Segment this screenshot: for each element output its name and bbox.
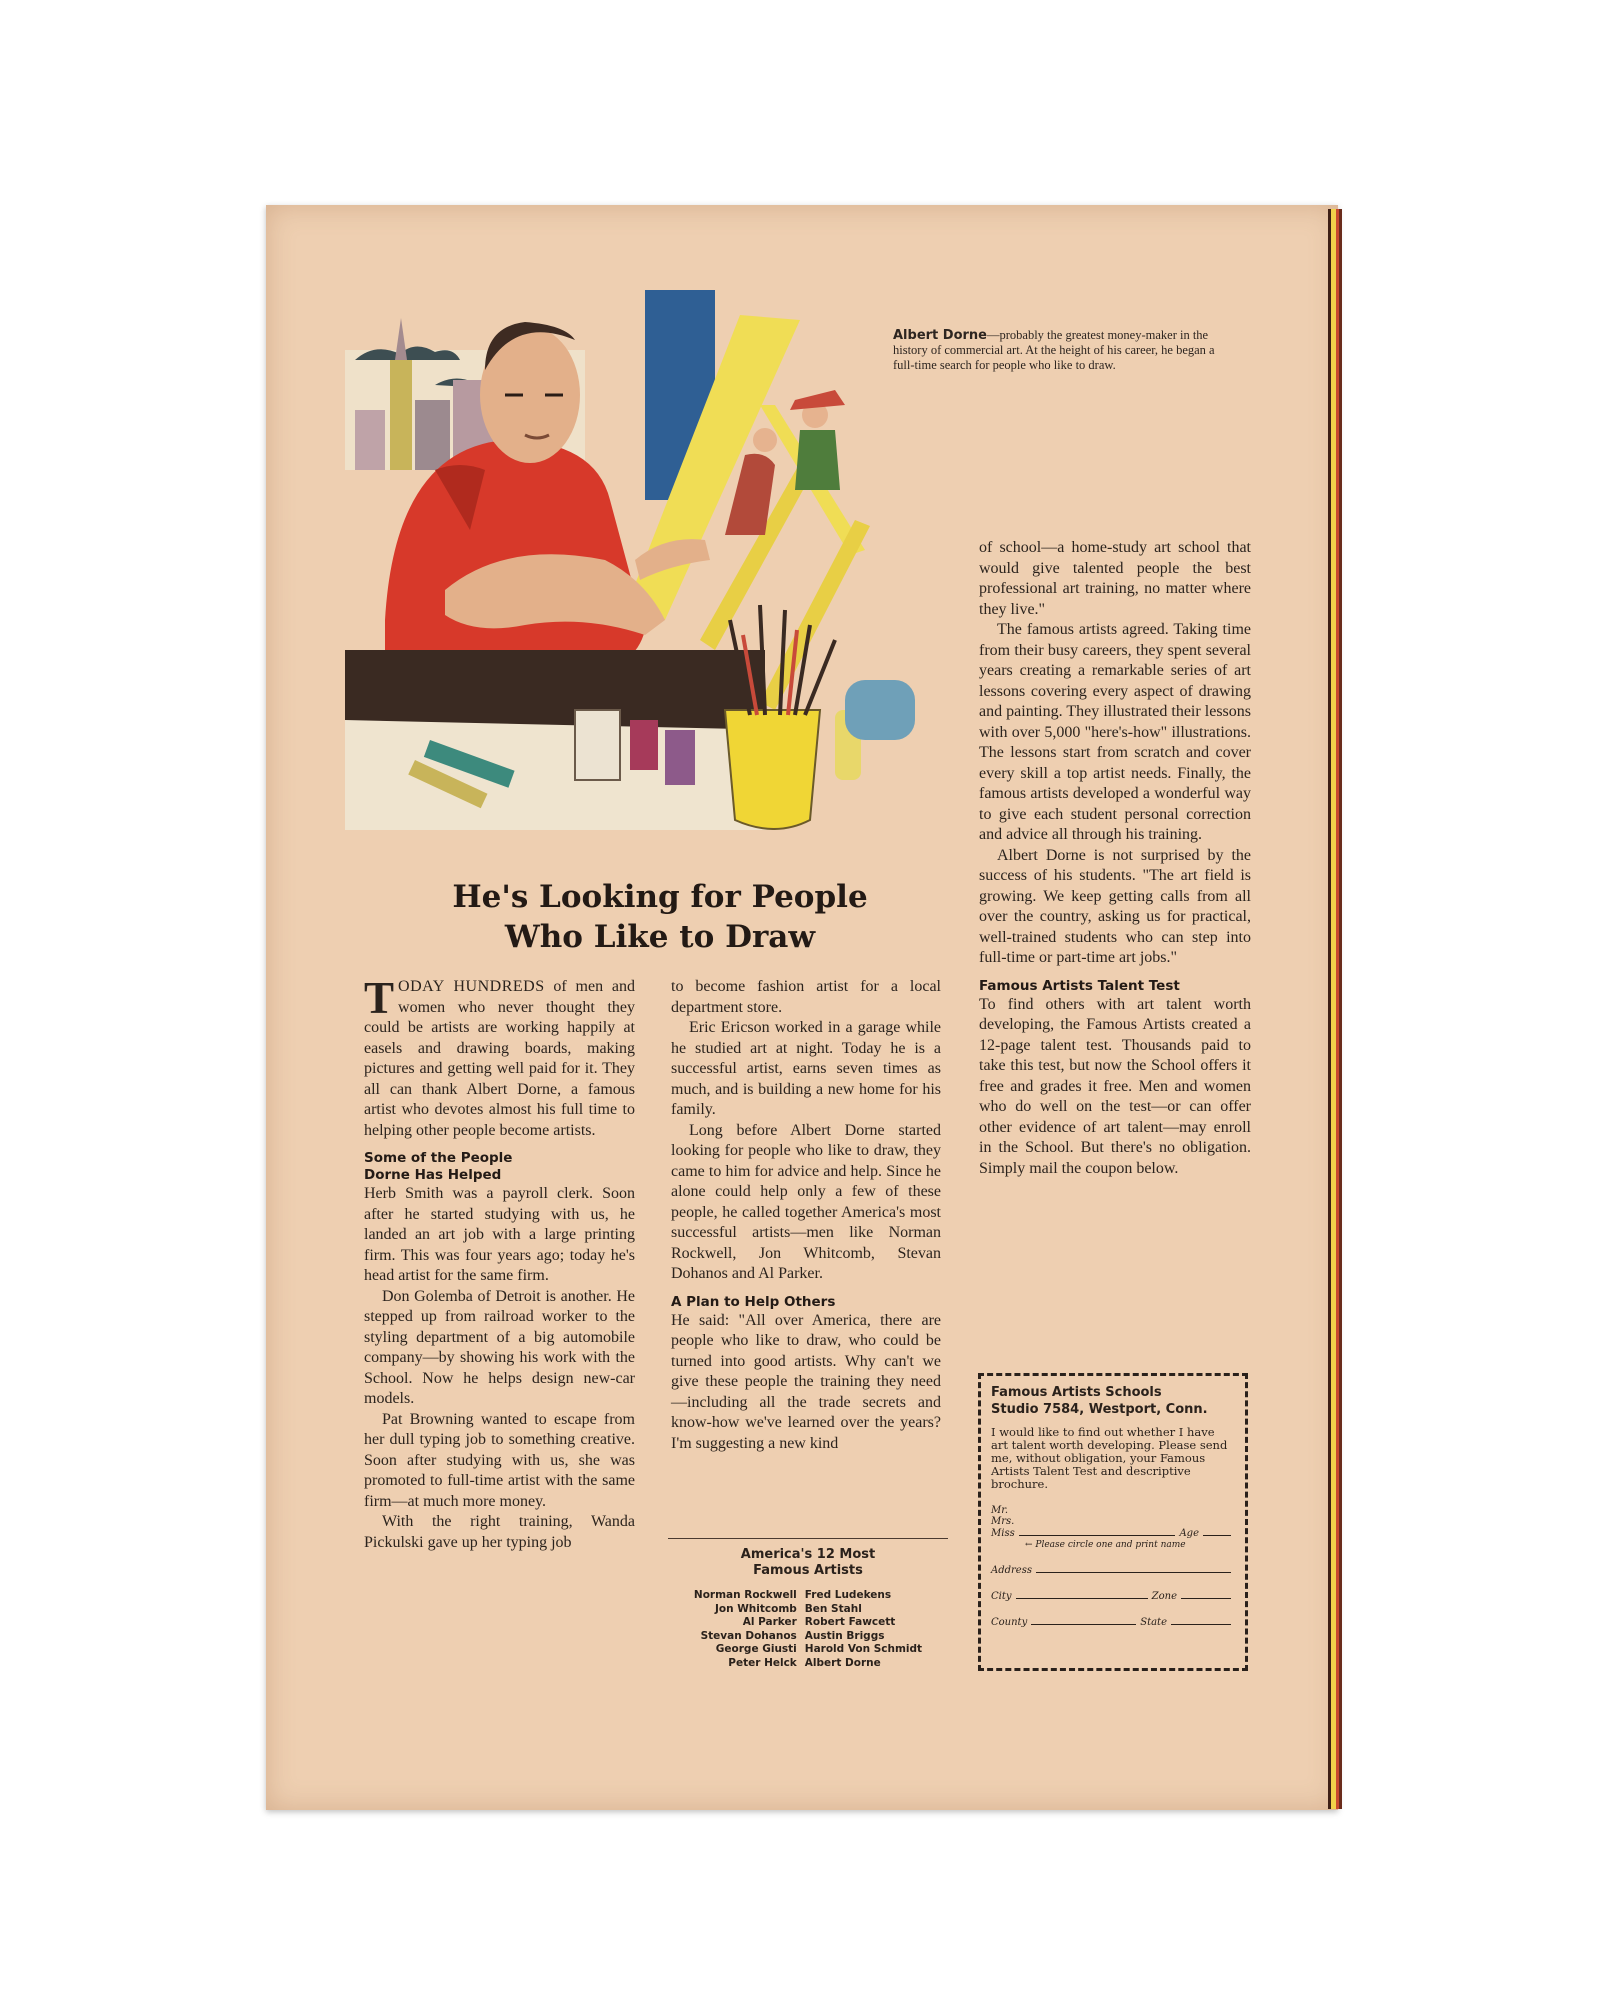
article-column-3	[979, 538, 1251, 1179]
headline-line-1: He's Looking for People	[452, 879, 868, 915]
county-label: County	[991, 1617, 1028, 1628]
state-field[interactable]	[1171, 1624, 1231, 1625]
artist-name: Austin Briggs	[804, 1629, 885, 1642]
city-line	[991, 1576, 1235, 1602]
paragraph: to become fashion artist for a local department store.	[671, 978, 941, 1016]
paragraph: He said: "All over America, there are people who like to draw, who could be turned into good artists. Why can't we give these people the training they need—including all the trade secrets and know-how we've learned over the years? I'm suggesting a new kind	[671, 1311, 941, 1452]
caption-name: Albert Dorne	[893, 328, 987, 343]
subheading-line-2: Dorne Has Helped	[364, 1167, 502, 1183]
mail-coupon[interactable]	[978, 1373, 1248, 1671]
coupon-title-options	[991, 1505, 1235, 1539]
address-label: Address	[991, 1565, 1032, 1576]
option-mrs[interactable]: Mrs.	[991, 1516, 1015, 1527]
name-hint-text: Please circle one and print name	[1035, 1540, 1186, 1550]
artist-name: Fred Ludekens	[804, 1589, 892, 1601]
artist-name: Ben Stahl	[804, 1602, 862, 1615]
paragraph: Long before Albert Dorne started looking for people who like to draw, they came to him for advice and help. Since he alone could help only a few of these people, he called together America's most successful artists—men like Norman Rockwell, Jon Whitcomb, Stevan Dohanos and Al Parker.	[671, 1121, 941, 1282]
artist-name: Peter Helck	[728, 1656, 797, 1669]
subheading-plan: A Plan to Help Others	[671, 1293, 836, 1310]
city-field[interactable]	[1016, 1598, 1148, 1599]
drop-cap: T	[364, 973, 395, 1023]
article-column-2	[671, 977, 941, 1454]
coupon-body-text: I would like to find out whether I have art talent worth developing. Please send me, without obligation, your Famous Artists Talent Test and descriptive brochure.	[991, 1425, 1228, 1491]
artists-list	[690, 1589, 926, 1670]
age-field[interactable]	[1203, 1535, 1231, 1536]
artist-name: Jon Whitcomb	[714, 1602, 797, 1615]
subheading-line-1: Some of the People	[364, 1150, 513, 1166]
paragraph: To find others with art talent worth developing, the Famous Artists created a 12-page talent test. Thousands paid to take this test, but now the School offers it free and grades it free. Men and women who do well on the test—or can offer other evidence of art talent—may enroll in the School. But there's no obligation. Simply mail the coupon below.	[979, 995, 1251, 1177]
artists-title-2: Famous Artists	[753, 1563, 863, 1578]
artist-name: Harold Von Schmidt	[804, 1643, 923, 1655]
name-hint: ← Please circle one and print name	[1025, 1540, 1186, 1550]
caption-text: —probably the greatest money-maker in the history of commercial art. At the height of his career, he began a full-time search for people who like to draw.	[893, 328, 1215, 372]
artists-title-1: America's 12 Most	[740, 1547, 876, 1562]
famous-artists-box	[668, 1538, 948, 1670]
artist-name: Al Parker	[742, 1616, 797, 1628]
artist-name: George Giusti	[715, 1643, 797, 1655]
artist-name: Albert Dorne	[804, 1656, 881, 1669]
intro-text: of men and women who never thought they could be artists are working happily at easels and drawing boards, making pictures and getting well paid for it. They all can thank Albert Dorne, a famous artist who devotes almost his full time to helping other people become artists.	[364, 978, 635, 1139]
name-field[interactable]	[1019, 1535, 1176, 1536]
illustration-caption	[893, 328, 1233, 373]
subheading-people-helped	[364, 1150, 635, 1184]
address-field[interactable]	[1036, 1572, 1231, 1573]
zone-label: Zone	[1151, 1591, 1177, 1602]
age-label: Age	[1179, 1528, 1199, 1539]
albert-dorne-illustration	[345, 290, 930, 830]
intro-small-caps: ODAY HUNDREDS	[398, 978, 545, 995]
city-label: City	[991, 1591, 1012, 1602]
subheading-talent-test: Famous Artists Talent Test	[979, 977, 1180, 994]
coupon-school-address: Studio 7584, Westport, Conn.	[991, 1402, 1208, 1417]
headline-line-2: Who Like to Draw	[504, 919, 816, 955]
page-headline	[380, 877, 940, 957]
coupon-school-name: Famous Artists Schools	[991, 1385, 1162, 1400]
county-line	[991, 1602, 1235, 1628]
paragraph: Don Golemba of Detroit is another. He stepped up from railroad worker to the styling department of a big automobile company—by showing his work with the School. Now he helps design new-car models.	[364, 1287, 635, 1407]
paragraph: Herb Smith was a payroll clerk. Soon after he started studying with us, he landed an art job with a large printing firm. This was four years ago; today he's head artist for the same firm.	[364, 1185, 635, 1284]
zone-field[interactable]	[1181, 1598, 1231, 1599]
artist-name: Norman Rockwell	[693, 1589, 797, 1601]
option-miss[interactable]: Miss	[991, 1528, 1015, 1539]
page-spine-edge	[1328, 209, 1342, 1809]
paragraph: Eric Ericson worked in a garage while he studied art at night. Today he is a successful artist, earns seven times as much, and is building a new home for his family.	[671, 1019, 941, 1118]
coupon-form-fields	[991, 1505, 1235, 1628]
address-line	[991, 1550, 1235, 1576]
paragraph: Albert Dorne is not surprised by the success of his students. "The art field is growing. We keep getting calls from all over the country, asking us for practical, well-trained students who can step into full-time or part-time art jobs."	[979, 846, 1251, 966]
paragraph: of school—a home-study art school that would give talented people the best professional art training, no matter where they live."	[979, 539, 1251, 618]
article-column-1	[364, 973, 635, 1553]
artist-name: Stevan Dohanos	[700, 1629, 797, 1642]
artist-name: Robert Fawcett	[804, 1616, 896, 1628]
intro-paragraph	[364, 973, 635, 1141]
county-field[interactable]	[1031, 1624, 1136, 1625]
paragraph: With the right training, Wanda Pickulski gave up her typing job	[364, 1513, 635, 1551]
paragraph: The famous artists agreed. Taking time from their busy careers, they spent several years creating a remarkable series of art lessons covering every aspect of drawing and painting. They illustrated their lessons with over 5,000 "here's-how" illustrations. The lessons start from scratch and cover every skill a top artist needs. Finally, the famous artists developed a wonderful way to give each student personal correction and advice all through his training.	[979, 621, 1251, 843]
paragraph: Pat Browning wanted to escape from her dull typing job to something creative. Soon after studying with us, she was promoted to full-time artist with the same firm—at much more money.	[364, 1410, 635, 1510]
state-label: State	[1140, 1617, 1167, 1628]
option-mr[interactable]: Mr.	[991, 1505, 1009, 1516]
